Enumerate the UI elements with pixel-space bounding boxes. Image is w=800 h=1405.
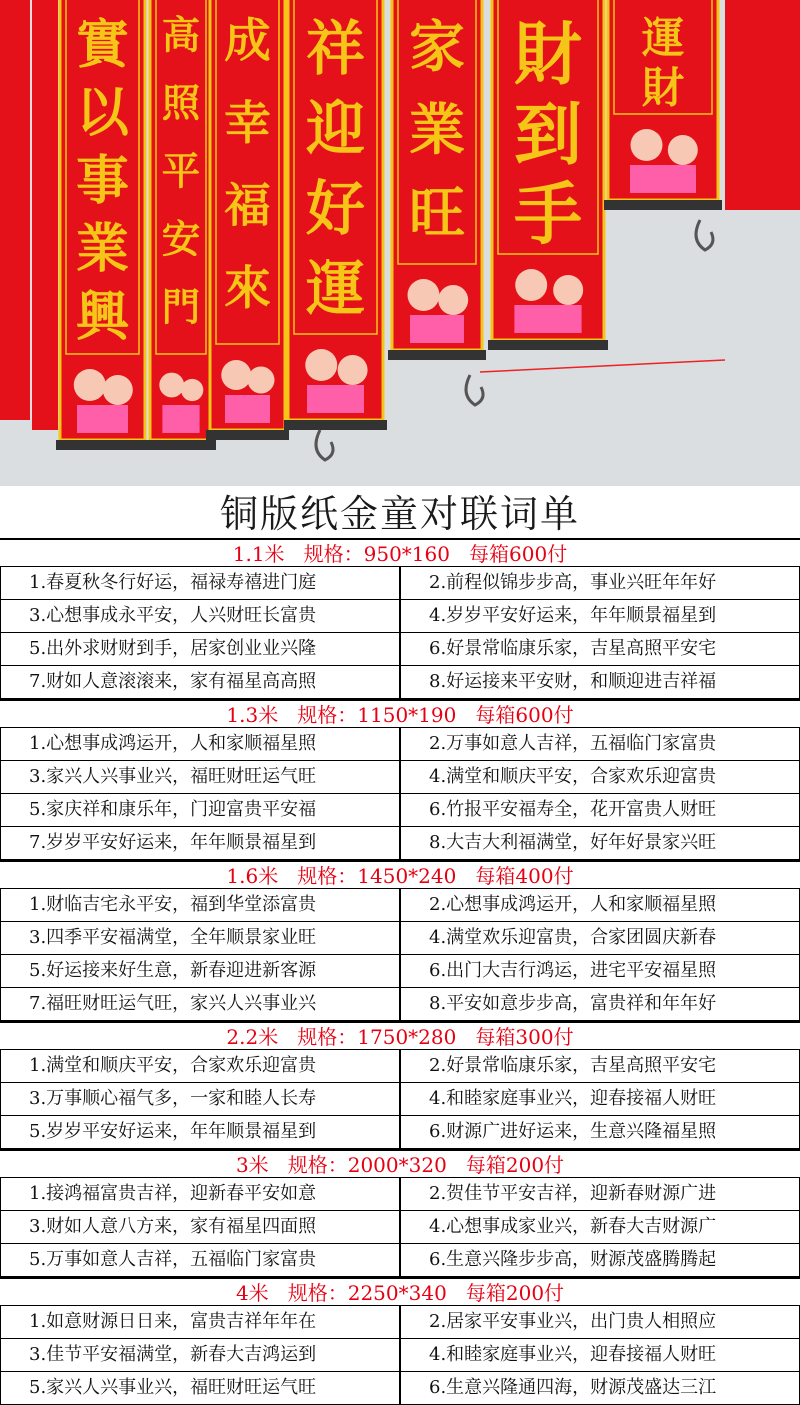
couplet-right-cell: 2.万事如意人吉祥，五福临门家富贵	[400, 728, 800, 760]
couplet-left-cell: 1.满堂和顺庆平安，合家欢乐迎富贵	[0, 1050, 400, 1082]
couplet-left-cell: 1.如意财源日日来，富贵吉祥年年在	[0, 1306, 400, 1338]
couplet-banners-illustration	[0, 0, 800, 486]
child-figure	[438, 285, 468, 315]
child-figure	[553, 275, 583, 305]
couplet-right-cell: 6.财源广进好运来，生意兴隆福星照	[400, 1116, 800, 1148]
child-clothes	[77, 405, 128, 433]
couplet-left-cell: 5.出外求财财到手，居家创业业兴隆	[0, 633, 400, 665]
child-clothes	[162, 405, 199, 433]
table-row	[0, 794, 800, 827]
child-figure	[159, 373, 184, 398]
table-row	[0, 1372, 800, 1405]
table-row	[0, 1178, 800, 1211]
couplet-left-cell: 1.财临吉宅永平安，福到华堂添富贵	[0, 889, 400, 921]
couplet-right-cell: 6.出门大吉行鸿运，进宅平安福星照	[400, 955, 800, 987]
couplet-right-cell: 8.平安如意步步高，富贵祥和年年好	[400, 988, 800, 1020]
table-row	[0, 633, 800, 666]
couplet-banner	[206, 0, 289, 440]
couplet-left-cell: 5.岁岁平安好运来，年年顺景福星到	[0, 1116, 400, 1148]
couplet-right-cell: 4.和睦家庭事业兴，迎春接福人财旺	[400, 1339, 800, 1371]
child-clothes	[225, 395, 270, 423]
child-clothes	[514, 305, 581, 333]
couplet-right-cell: 4.心想事成家业兴，新春大吉财源广	[400, 1211, 800, 1243]
table-row	[0, 600, 800, 633]
table-row	[0, 955, 800, 988]
couplet-right-cell: 2.好景常临康乐家，吉星高照平安宅	[400, 1050, 800, 1082]
couplet-left-cell: 7.岁岁平安好运来，年年顺景福星到	[0, 827, 400, 859]
banner-text: 運財	[641, 13, 685, 114]
table-row	[0, 761, 800, 794]
table-row	[0, 988, 800, 1021]
couplet-banner	[488, 0, 608, 350]
couplet-left-cell: 1.接鸿福富贵吉祥，迎新春平安如意	[0, 1178, 400, 1210]
child-figure	[248, 367, 275, 394]
couplet-right-cell: 6.生意兴隆通四海，财源茂盛达三江	[400, 1372, 800, 1404]
couplet-right-cell: 8.大吉大利福满堂，好年好景家兴旺	[400, 827, 800, 859]
table-row	[0, 1244, 800, 1277]
section-header: 2.2米 规格：1750*280 每箱300付	[0, 1021, 800, 1050]
couplet-right-cell: 2.贺佳节平安吉祥，迎新春财源广进	[400, 1178, 800, 1210]
section-header: 3米 规格：2000*320 每箱200付	[0, 1149, 800, 1178]
banner-text: 祥迎好運	[306, 13, 365, 323]
couplet-left-cell: 7.福旺财旺运气旺，家兴人兴事业兴	[0, 988, 400, 1020]
banner-text: 實以事業興	[76, 14, 129, 348]
couplet-banner	[388, 0, 486, 360]
table-row	[0, 1050, 800, 1083]
banner-text: 財到手	[513, 15, 583, 255]
couplet-right-cell: 4.岁岁平安好运来，年年顺景福星到	[400, 600, 800, 632]
couplet-left-cell: 3.家兴人兴事业兴，福旺财旺运气旺	[0, 761, 400, 793]
hanger-bar	[284, 420, 387, 430]
banner-text: 成幸福來	[224, 12, 271, 315]
child-figure	[515, 269, 547, 301]
hanger-bar	[388, 350, 486, 360]
child-clothes	[410, 315, 464, 343]
couplet-left-cell: 3.心想事成永平安，人兴财旺长富贵	[0, 600, 400, 632]
table-row	[0, 567, 800, 600]
couplet-left-cell: 3.佳节平安福满堂，新春大吉鸿运到	[0, 1339, 400, 1371]
child-clothes	[307, 385, 364, 413]
child-figure	[631, 129, 663, 161]
banner-text: 家業旺	[409, 14, 465, 247]
table-row	[0, 666, 800, 699]
couplet-left-cell: 5.家兴人兴事业兴，福旺财旺运气旺	[0, 1372, 400, 1404]
table-row	[0, 922, 800, 955]
couplet-left-cell: 7.财如人意滚滚来，家有福星高高照	[0, 666, 400, 698]
table-row	[0, 728, 800, 761]
child-figure	[668, 135, 698, 165]
couplet-right-cell: 2.前程似锦步步高，事业兴旺年年好	[400, 567, 800, 599]
section-header: 1.3米 规格：1150*190 每箱600付	[0, 699, 800, 728]
couplet-right-cell: 6.竹报平安福寿全，花开富贵人财旺	[400, 794, 800, 826]
child-figure	[221, 360, 251, 390]
product-photo	[0, 0, 800, 486]
couplet-right-cell: 2.心想事成鸿运开，人和家顺福星照	[400, 889, 800, 921]
child-figure	[338, 355, 368, 385]
couplet-left-cell: 5.万事如意人吉祥，五福临门家富贵	[0, 1244, 400, 1276]
banner-edge	[0, 0, 30, 420]
couplet-banner	[284, 0, 387, 430]
couplet-left-cell: 3.四季平安福满堂，全年顺景家业旺	[0, 922, 400, 954]
couplet-left-cell: 3.财如人意八方来，家有福星四面照	[0, 1211, 400, 1243]
table-row	[0, 1339, 800, 1372]
section-header: 4米 规格：2250*340 每箱200付	[0, 1277, 800, 1306]
hanger-bar	[206, 430, 289, 440]
banner-edge	[32, 0, 58, 430]
couplet-banner	[146, 0, 216, 450]
table-row	[0, 889, 800, 922]
hanger-bar	[56, 440, 149, 450]
couplet-left-cell: 5.好运接来好生意，新春迎进新客源	[0, 955, 400, 987]
child-figure	[305, 349, 337, 381]
child-figure	[181, 379, 203, 401]
couplet-left-cell: 1.春夏秋冬行好运，福禄寿禧进门庭	[0, 567, 400, 599]
page-title: 铜版纸金童对联词单	[219, 492, 580, 536]
couplet-banner	[604, 0, 722, 210]
couplet-right-cell: 8.好运接来平安财，和顺迎进吉祥福	[400, 666, 800, 698]
child-figure	[408, 279, 440, 311]
hanger-bar	[604, 200, 722, 210]
couplet-right-cell: 4.满堂欢乐迎富贵，合家团圆庆新春	[400, 922, 800, 954]
couplet-right-cell: 4.满堂和顺庆平安，合家欢乐迎富贵	[400, 761, 800, 793]
couplet-left-cell: 3.万事顺心福气多，一家和睦人长寿	[0, 1083, 400, 1115]
banner-edge	[725, 0, 800, 210]
couplet-right-cell: 6.好景常临康乐家，吉星高照平安宅	[400, 633, 800, 665]
table-row	[0, 1083, 800, 1116]
couplet-left-cell: 1.心想事成鸿运开，人和家顺福星照	[0, 728, 400, 760]
hanger-bar	[146, 440, 216, 450]
child-clothes	[630, 165, 696, 193]
couplet-right-cell: 4.和睦家庭事业兴，迎春接福人财旺	[400, 1083, 800, 1115]
child-figure	[103, 375, 133, 405]
couplet-banner	[56, 0, 149, 450]
couplet-left-cell: 5.家庆祥和康乐年，门迎富贵平安福	[0, 794, 400, 826]
table-row	[0, 827, 800, 860]
hanger-bar	[488, 340, 608, 350]
banner-text: 高照平安門	[161, 13, 201, 331]
couplet-table	[0, 538, 800, 1405]
section-header: 1.6米 规格：1450*240 每箱400付	[0, 860, 800, 889]
table-row	[0, 1306, 800, 1339]
child-figure	[74, 369, 106, 401]
table-row	[0, 1116, 800, 1149]
section-header: 1.1米 规格：950*160 每箱600付	[0, 538, 800, 567]
couplet-right-cell: 2.居家平安事业兴，出门贵人相照应	[400, 1306, 800, 1338]
couplet-right-cell: 6.生意兴隆步步高，财源茂盛腾腾起	[400, 1244, 800, 1276]
table-row	[0, 1211, 800, 1244]
